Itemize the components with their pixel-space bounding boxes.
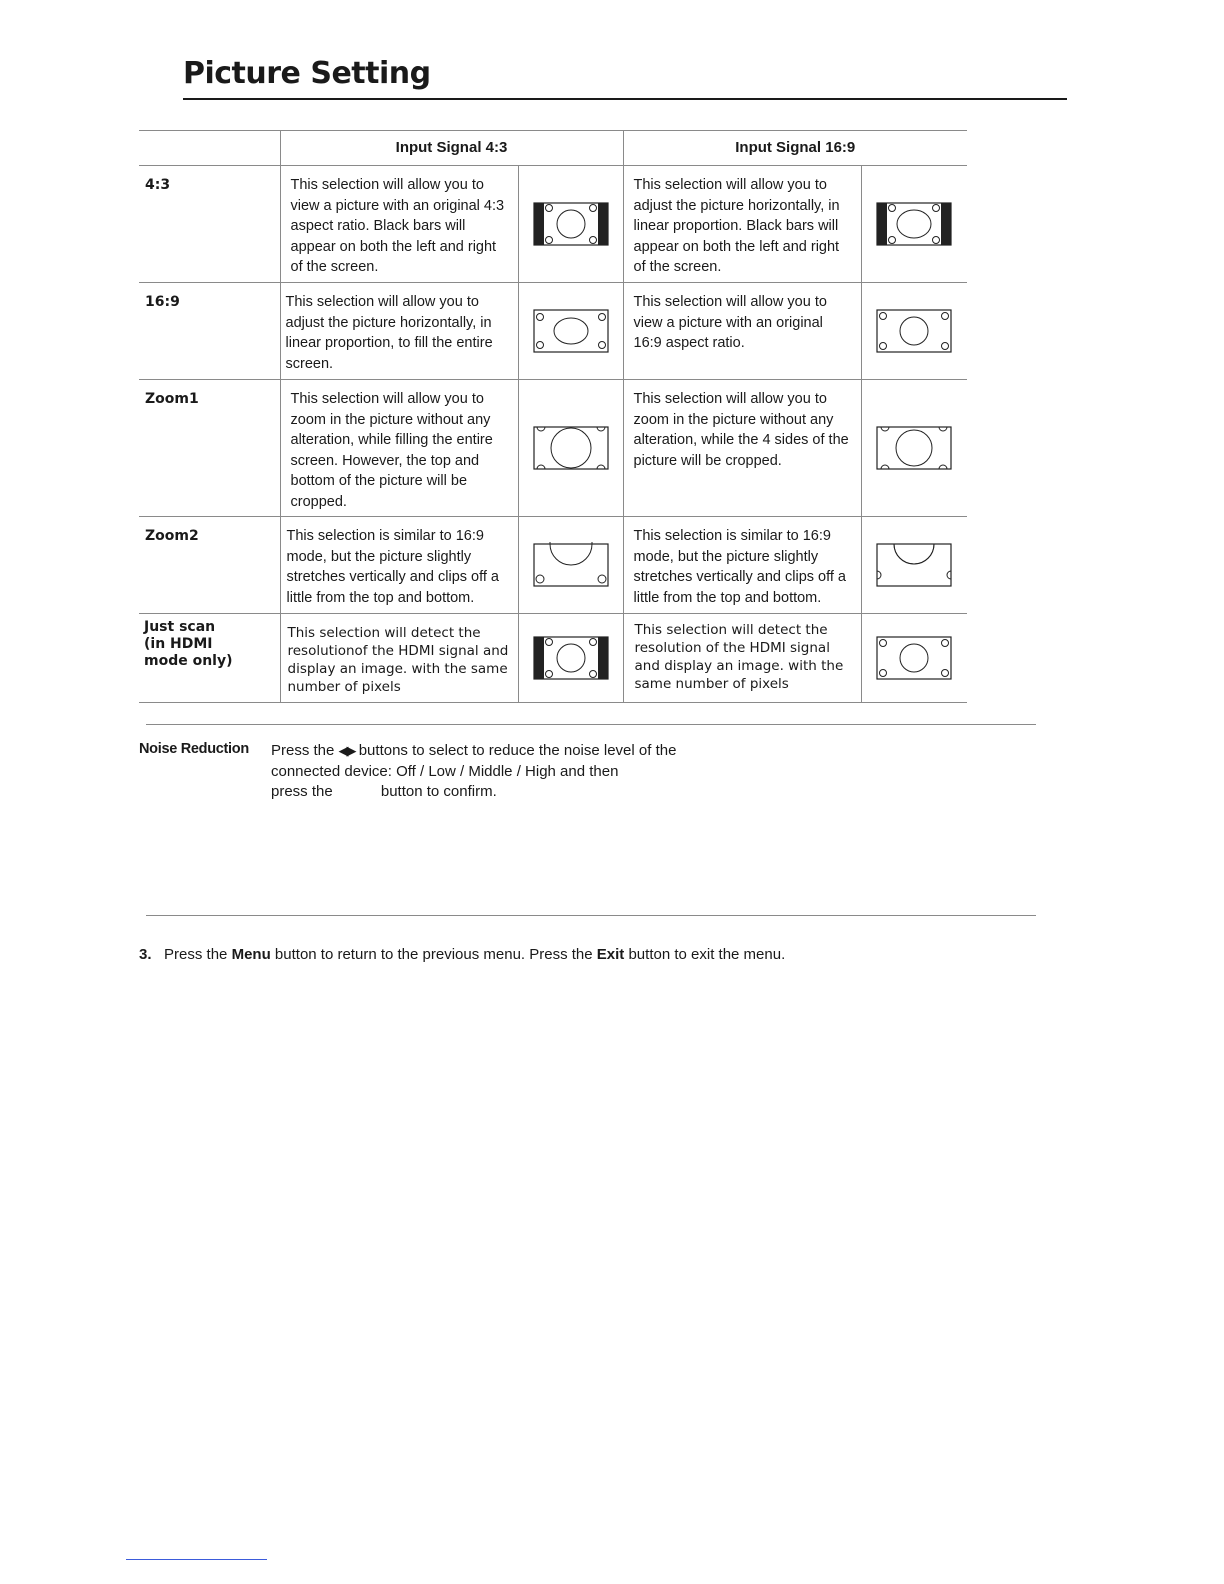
step-3-instruction: 3. Press the Menu button to return to the previous menu. Press the Exit button to exit the menu. (139, 946, 786, 963)
title-divider (183, 98, 1067, 100)
table-header-row (139, 131, 967, 166)
row-desc: This selection will allow you to zoom in the picture without any alteration, while the 4 sides of the picture will be cropped. (633, 391, 849, 469)
screen-16-9-stretched-icon (533, 309, 609, 353)
row-label-zoom1: Zoom1 (145, 391, 199, 407)
row-desc: This selection is similar to 16:9 mode, but the picture slightly stretches vertically and clips off a little from the top and bottom. (633, 528, 846, 606)
row-desc: This selection will allow you to adjust the picture horizontally, in linear proportion, to fill the entire screen. (285, 294, 493, 372)
row-desc: This selection will allow you to adjust the picture horizontally, in linear proportion. Black bars will appear on both the left and right of the screen. (633, 177, 840, 275)
row-label-zoom2: Zoom2 (145, 528, 199, 544)
page-title: Picture Setting (183, 56, 431, 91)
table-row (139, 283, 967, 380)
screen-zoom2-icon (533, 541, 609, 589)
screen-16-9-full-icon (876, 309, 952, 353)
screen-4-3-black-bars-icon (533, 636, 609, 680)
section-divider (146, 915, 1036, 916)
table-row (139, 166, 967, 283)
screen-zoom-cropped-icon (533, 426, 609, 470)
row-desc: This selection will allow you to view a picture with an original 16:9 aspect ratio. (633, 294, 827, 351)
screen-4-3-black-bars-icon (533, 202, 609, 246)
aspect-ratio-table (139, 130, 967, 703)
row-desc: This selection is similar to 16:9 mode, but the picture slightly stretches vertically and clips off a little from the top and bottom. (286, 528, 499, 606)
exit-button-ref: Exit (596, 946, 625, 963)
noise-reduction-description: Press the ◀▶ buttons to select to reduce the noise level of the connected device: Off / Low / Middle / High and then press the button to confirm. (271, 742, 677, 800)
header-input-16-9: Input Signal 16:9 (735, 139, 856, 156)
menu-button-ref: Menu (231, 946, 271, 963)
header-input-4-3: Input Signal 4:3 (395, 139, 508, 156)
row-desc: This selection will allow you to view a picture with an original 4:3 aspect ratio. Black bars will appear on both the left and right of the screen. (290, 177, 505, 275)
screen-4-3-black-bars-icon (876, 202, 952, 246)
row-label-16-9: 16:9 (145, 294, 180, 310)
screen-16-9-full-icon (876, 636, 952, 680)
left-right-arrows-icon: ◀▶ (338, 743, 355, 758)
section-divider (146, 724, 1036, 725)
table-row (139, 380, 967, 517)
row-label-4-3: 4:3 (145, 177, 171, 193)
footer-link-underline (126, 1559, 267, 1560)
row-label-just-scan: Just scan (in HDMI mode only) (144, 619, 233, 669)
row-desc: This selection will detect the resolution of the HDMI signal and display an image. with the same number of pixels (634, 622, 844, 692)
row-desc: This selection will allow you to zoom in the picture without any alteration, while filling the entire screen. However, the top and bottom of the picture will be cropped. (290, 391, 493, 510)
table-row (139, 517, 967, 614)
table-row (139, 614, 967, 703)
screen-zoom2-wide-icon (876, 543, 952, 587)
noise-reduction-label: Noise Reduction (139, 741, 249, 757)
screen-zoom-cropped-sides-icon (876, 426, 952, 470)
row-desc: This selection will detect the resolutionof the HDMI signal and display an image. with the same number of pixels (287, 625, 509, 695)
